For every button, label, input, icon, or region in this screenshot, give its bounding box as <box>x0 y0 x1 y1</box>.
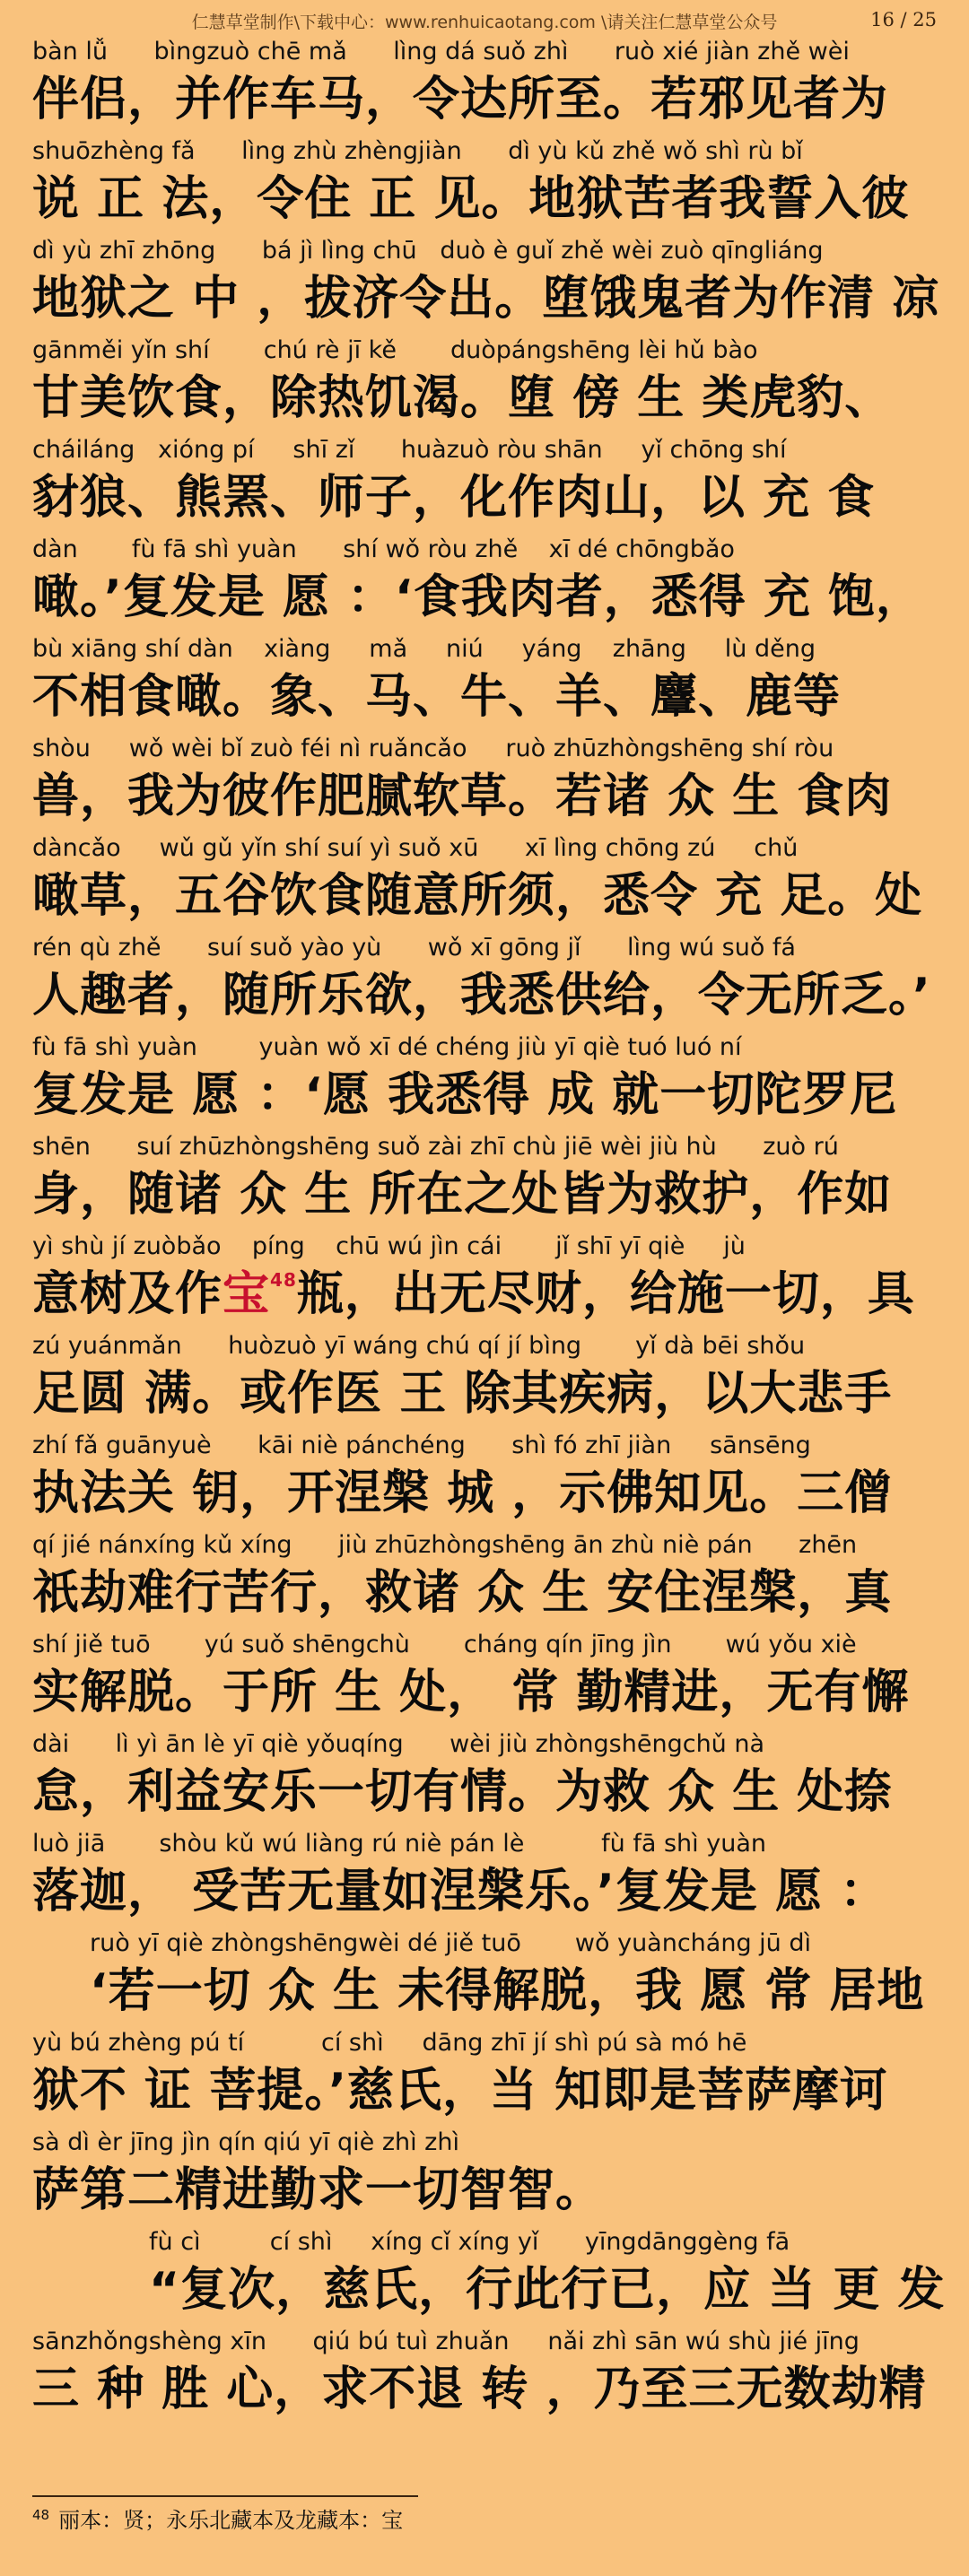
text-line <box>32 1030 938 1129</box>
text-line <box>32 1527 938 1627</box>
hanzi-line: “复次，慈氏，行此行已，应 当 更 发 <box>149 2263 946 2317</box>
text-line <box>32 1428 938 1527</box>
text-line <box>32 134 938 233</box>
hanzi-line: 祇劫难行苦行，救诸 众 生 安住涅槃，真 <box>32 1566 893 1620</box>
pinyin-line: luò jiā shòu kǔ wú liàng rú niè pán lè fù fā shì yuàn <box>32 1830 766 1858</box>
hanzi-line: 复发是 愿 ：‘愿 我悉得 成 就一切陀罗尼 <box>32 1068 898 1122</box>
page-number: 16 / 25 <box>870 9 937 30</box>
hanzi-line: 兽，我为彼作肥腻软草。若诸 众 生 食肉 <box>32 770 893 823</box>
hanzi-line: 甘美饮食，除热饥渴。堕 傍 生 类虎豹、 <box>32 371 893 425</box>
text-line <box>32 1229 938 1328</box>
hanzi-line: 身，随诸 众 生 所在之处皆为救护，作如 <box>32 1168 893 1222</box>
hanzi-line: 落迦， 受苦无量如涅槃乐。’复发是 愿 ： <box>32 1865 888 1919</box>
pinyin-line: shòu wǒ wèi bǐ zuò féi nì ruǎncǎo ruò zhūzhòngshēng shí ròu <box>32 735 834 762</box>
pinyin-line: zhí fǎ guānyuè kāi niè pánchéng shì fó zhī jiàn sānsēng <box>32 1432 811 1459</box>
hanzi-line: 噉。’复发是 愿 ：‘食我肉者，悉得 充 饱， <box>32 570 923 624</box>
text-line <box>32 1627 938 1727</box>
text-line <box>32 34 938 134</box>
pinyin-line: shí jiě tuō yú suǒ shēngchù cháng qín jīng jìn wú yǒu xiè <box>32 1631 857 1658</box>
pinyin-line: cháiláng xióng pí shī zǐ huàzuò ròu shān yǐ chōng shí <box>32 436 787 464</box>
text-line <box>32 631 938 731</box>
text-line <box>32 2025 938 2125</box>
text-line <box>32 930 938 1030</box>
hanzi-line: 说 正 法，令住 正 见。地狱苦者我誓入彼 <box>32 172 910 226</box>
text-line <box>32 333 938 432</box>
hanzi-line: 执法关 钥，开涅槃 城 ，示佛知见。三僧 <box>32 1466 893 1520</box>
footnote <box>32 2502 403 2534</box>
pinyin-line: ruò yī qiè zhòngshēngwèi dé jiě tuō wǒ yuàncháng jū dì <box>90 1929 812 1957</box>
hanzi-line: 噉草，五谷饮食随意所须，悉令 充 足。处 <box>32 869 923 923</box>
hanzi-line: 豺狼、熊罴、师子，化作肉山，以 充 食 <box>32 471 876 525</box>
pinyin-line: fù cì cí shì xíng cǐ xíng yǐ yīngdānggèng fā <box>149 2228 790 2256</box>
hanzi-segment: 意树及作 <box>32 1267 223 1321</box>
text-body <box>32 34 946 2424</box>
pinyin-line: qí jié nánxíng kǔ xíng jiù zhūzhòngshēng ān zhù niè pán zhēn <box>32 1531 858 1559</box>
pinyin-line: fù fā shì yuàn yuàn wǒ xī dé chéng jiù yī qiè tuó luó ní <box>32 1033 742 1061</box>
pinyin-line: dàn fù fā shì yuàn shí wǒ ròu zhě xī dé chōngbǎo <box>32 535 735 563</box>
text-line <box>32 1129 938 1229</box>
hanzi-line: 狱不 证 菩提。’慈氏，当 知即是菩萨摩诃 <box>32 2064 888 2118</box>
hanzi-line: 不相食噉。象、马、牛、羊、麞、鹿等 <box>32 670 842 724</box>
text-line <box>32 233 938 333</box>
hanzi-line: 地狱之 中 ，拔济令出。堕饿鬼者为作清 凉 <box>32 272 940 326</box>
text-line <box>32 1328 938 1428</box>
footnote-text: 丽本：贤；永乐北藏本及龙藏本：宝 <box>58 2508 404 2533</box>
text-line <box>32 831 938 930</box>
hanzi-line <box>32 1265 938 1324</box>
hanzi-line: 伴侣，并作车马，令达所至。若邪见者为 <box>32 73 889 126</box>
pinyin-line: sānzhǒngshèng xīn qiú bú tuì zhuǎn nǎi zhì sān wú shù jié jīng <box>32 2328 860 2355</box>
text-line <box>32 1826 938 1926</box>
pinyin-line: shuōzhèng fǎ lìng zhù zhèngjiàn dì yù kǔ zhě wǒ shì rù bǐ <box>32 137 803 165</box>
text-line <box>32 2125 938 2224</box>
hanzi-line: 萨第二精进勤求一切智智。 <box>32 2163 604 2217</box>
hanzi-segment: 瓶，出无尽财，给施一切，具 <box>296 1267 915 1321</box>
pinyin-line: sà dì èr jīng jìn qín qiú yī qiè zhì zhì <box>32 2128 459 2156</box>
pinyin-line: bù xiāng shí dàn xiàng mǎ niú yáng zhāng lù děng <box>32 635 816 663</box>
hanzi-line: 怠，利益安乐一切有情。为救 众 生 处捺 <box>32 1765 893 1819</box>
text-line <box>32 532 938 631</box>
pinyin-line: bàn lǚ bìngzuò chē mǎ lìng dá suǒ zhì ruò xié jiàn zhě wèi <box>32 38 850 65</box>
pinyin-line: shēn suí zhūzhòngshēng suǒ zài zhī chù jiē wèi jiù hù zuò rú <box>32 1133 839 1161</box>
pinyin-line: yì shù jí zuòbǎo píng chū wú jìn cái jǐ shī yī qiè jù <box>32 1232 746 1260</box>
text-line <box>32 1926 938 2025</box>
pinyin-line: zú yuánmǎn huòzuò yī wáng chú qí jí bìng yǐ dà bēi shǒu <box>32 1332 806 1360</box>
text-line <box>32 731 938 831</box>
text-line <box>32 1727 938 1826</box>
hanzi-line: 人趣者，随所乐欲，我悉供给，令无所乏。’ <box>32 969 931 1023</box>
text-line <box>32 2224 946 2324</box>
pinyin-line: gānměi yǐn shí chú rè jī kě duòpángshēng lèi hǔ bào <box>32 336 758 364</box>
footnote-divider <box>32 2495 418 2497</box>
pinyin-line: yù bú zhèng pú tí cí shì dāng zhī jí shì pú sà mó hē <box>32 2029 747 2057</box>
text-line <box>32 2324 938 2424</box>
text-line <box>32 432 938 532</box>
pinyin-line: rén qù zhě suí suǒ yào yù wǒ xī gōng jǐ lìng wú suǒ fá <box>32 934 796 962</box>
hanzi-line: 足圆 满。或作医 王 除其疾病，以大悲手 <box>32 1367 893 1421</box>
annotated-char: 宝 <box>223 1267 271 1321</box>
hanzi-line: ‘若一切 众 生 未得解脱，我 愿 常 居地 <box>90 1964 925 2018</box>
pinyin-line: dàncǎo wǔ gǔ yǐn shí suí yì suǒ xū xī lìng chōng zú chǔ <box>32 834 799 862</box>
hanzi-line: 实解脱。于所 生 处， 常 勤精进，无有懈 <box>32 1666 910 1719</box>
footnote-number: 48 <box>32 2507 50 2523</box>
pinyin-line: dài lì yì ān lè yī qiè yǒuqíng wèi jiù zhòngshēngchǔ nà <box>32 1730 765 1758</box>
pinyin-line: dì yù zhī zhōng bá jì lìng chū duò è guǐ zhě wèi zuò qīngliáng <box>32 237 824 265</box>
hanzi-line: 三 种 胜 心，求不退 转 ，乃至三无数劫精 <box>32 2363 927 2416</box>
footnote-ref[interactable]: 48 <box>270 1269 297 1291</box>
header-text: 仁慧草堂制作\下载中心：www.renhuicaotang.com \请关注仁慧草堂公众号 <box>191 13 778 32</box>
